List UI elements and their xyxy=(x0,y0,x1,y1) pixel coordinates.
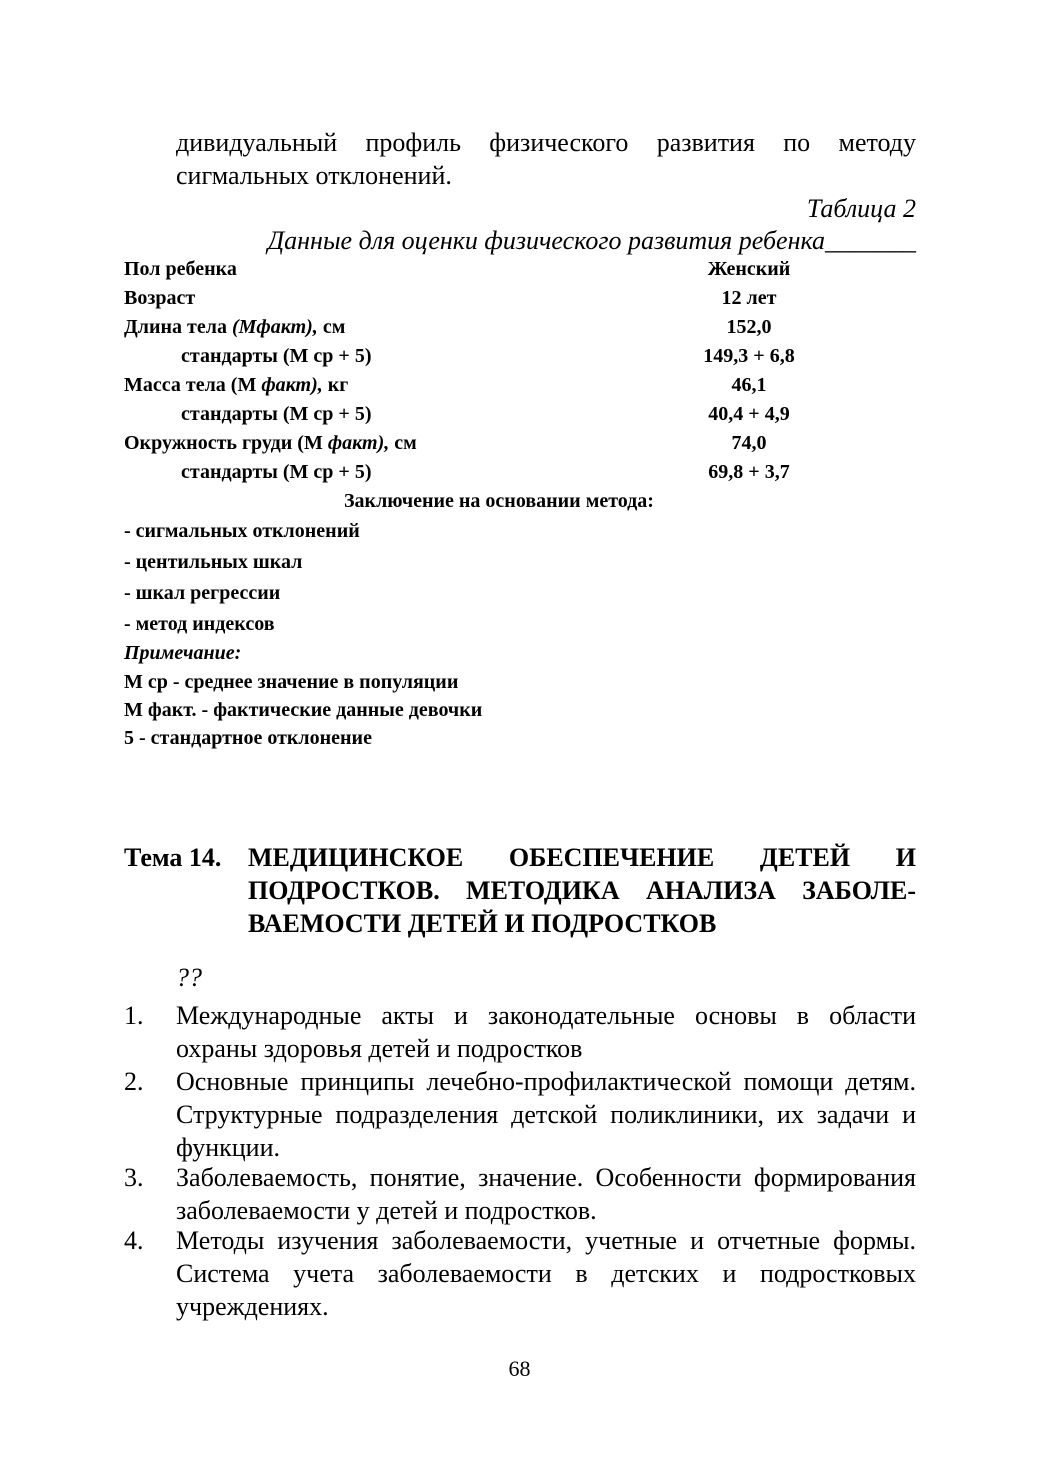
row-label: Окружность груди (М факт), см xyxy=(124,432,417,454)
method-item: - сигмальных отклонений xyxy=(124,520,360,542)
table-caption: Данные для оценки физического развития ребенка_______ xyxy=(267,226,916,255)
table-row-length xyxy=(124,316,824,342)
question-text: Заболеваемость, понятие, значение. Особенности формирования заболеваемости у детей и подростков. xyxy=(176,1163,916,1225)
questions-mark: ?? xyxy=(176,963,202,992)
row-label: Масса тела (М факт), кг xyxy=(124,374,349,396)
table-row-age xyxy=(124,287,824,313)
row-label: Длина тела (Мфакт), см xyxy=(124,316,346,338)
method-item: - метод индексов xyxy=(124,613,275,635)
row-label: стандарты (М ср + 5) xyxy=(181,461,372,483)
row-value: Женский xyxy=(707,258,791,280)
table-label: Таблица 2 xyxy=(806,194,916,223)
note-item: 5 - стандартное отклонение xyxy=(124,727,372,749)
table-row-mass-std xyxy=(124,403,824,429)
question-number: 3. xyxy=(124,1163,144,1192)
page-number: 68 xyxy=(508,1356,531,1381)
row-value: 74,0 xyxy=(731,432,767,454)
intro-line-1: дивидуальный профиль физического развития по методу xyxy=(176,128,916,157)
topic-title-line-3: ВАЕМОСТИ ДЕТЕЙ И ПОДРОСТКОВ xyxy=(248,909,717,938)
note-item: М факт. - фактические данные девочки xyxy=(124,699,483,721)
topic-prefix: Тема 14. xyxy=(124,843,222,872)
row-value: 69,8 + 3,7 xyxy=(708,461,790,483)
table-row-chest xyxy=(124,432,824,458)
row-value: 152,0 xyxy=(726,316,772,338)
intro-line-2: сигмальных отклонений. xyxy=(176,161,452,190)
table-row-length-std xyxy=(124,345,824,371)
question-text: Международные акты и законодательные основы в области охраны здоровья детей и подростков xyxy=(176,1001,916,1063)
question-number: 4. xyxy=(124,1226,144,1255)
row-value: 40,4 + 4,9 xyxy=(708,403,790,425)
question-number: 1. xyxy=(124,1001,144,1030)
row-label: стандарты (М ср + 5) xyxy=(181,403,372,425)
topic-title-line-1: МЕДИЦИНСКОЕ ОБЕСПЕЧЕНИЕ ДЕТЕЙ И xyxy=(248,843,916,872)
row-label: Пол ребенка xyxy=(124,258,237,280)
row-label: Возраст xyxy=(124,287,196,309)
question-number: 2. xyxy=(124,1067,144,1096)
question-text: Методы изучения заболеваемости, учетные и отчетные формы. Система учета заболеваемости в детских и подростковых учреждениях. xyxy=(176,1226,916,1321)
topic-title-line-2: ПОДРОСТКОВ. МЕТОДИКА АНАЛИЗА ЗАБОЛЕ- xyxy=(248,876,916,905)
note-title: Примечание: xyxy=(124,642,242,664)
question-text: Основные принципы лечебно-профилактической помощи детям. Структурные подразделения детской поликлиники, их задачи и функции. xyxy=(176,1067,916,1162)
table-row-sex xyxy=(124,258,824,284)
row-value: 149,3 + 6,8 xyxy=(703,345,795,367)
row-label: стандарты (М ср + 5) xyxy=(181,345,372,367)
conclusion-heading: Заключение на основании метода: xyxy=(344,490,654,512)
row-value: 46,1 xyxy=(731,374,767,396)
note-item: М ср - среднее значение в популяции xyxy=(124,671,459,693)
method-item: - центильных шкал xyxy=(124,551,303,573)
method-item: - шкал регрессии xyxy=(124,582,281,604)
table-row-mass xyxy=(124,374,824,400)
row-value: 12 лет xyxy=(721,287,777,309)
table-row-chest-std xyxy=(124,461,824,487)
